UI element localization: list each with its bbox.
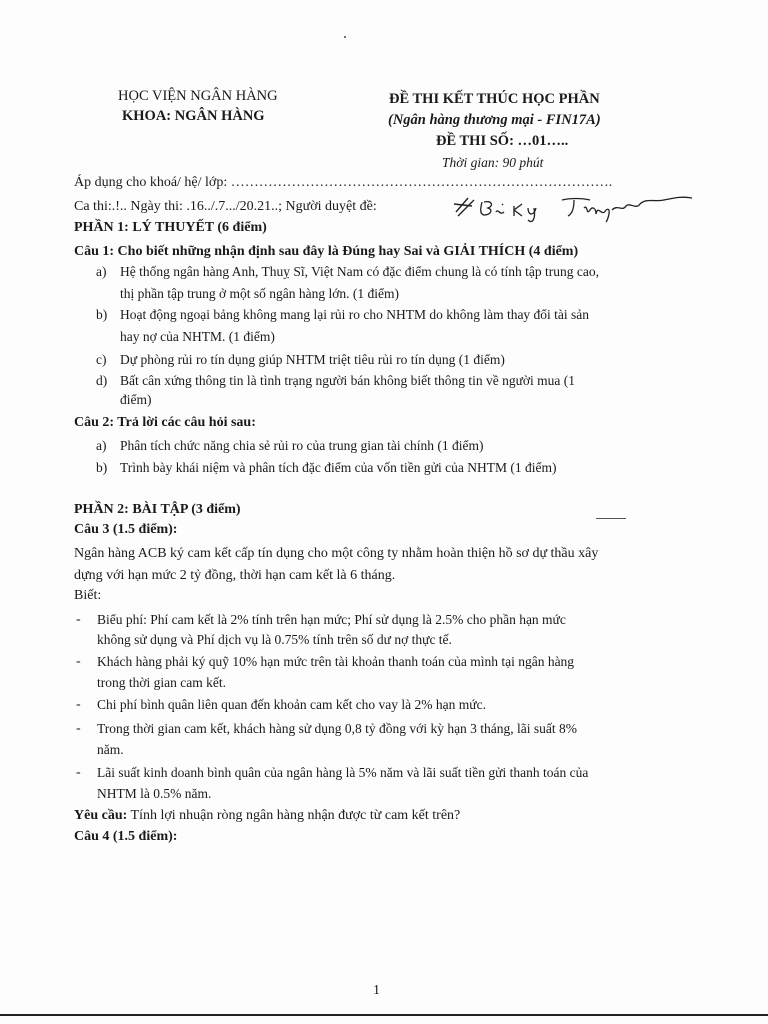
q1-item-b-line2: hay nợ của NHTM. (1 điểm) — [120, 329, 275, 344]
session-line: Ca thi:.!.. Ngày thi: .16../.7.../20.21..; Người duyệt đề: — [74, 199, 377, 214]
exam-number: ĐỀ THI SỐ: …01….. — [436, 133, 569, 149]
q1-item-a-line1: Hệ thống ngân hàng Anh, Thuỵ Sĩ, Việt Nam có đặc điểm chung là có tính tập trung cao, — [120, 264, 599, 279]
q3-bullet-3-line1: Chi phí bình quân liên quan đến khoản cam kết cho vay là 2% hạn mức. — [97, 697, 486, 712]
question3-title: Câu 3 (1.5 điểm): — [74, 522, 178, 537]
q1-item-d-label: d) — [96, 373, 108, 388]
exam-duration: Thời gian: 90 phút — [442, 155, 544, 170]
page-number: 1 — [373, 983, 380, 998]
q3-bullet-2-line1: Khách hàng phải ký quỹ 10% hạn mức trên tài khoản thanh toán của mình tại ngân hàng — [97, 654, 575, 669]
stray-mark — [596, 518, 626, 519]
q1-item-b-label: b) — [96, 307, 108, 322]
q3-bullet-5-line2: NHTM là 0.5% năm. — [97, 786, 212, 801]
exam-title: ĐỀ THI KẾT THÚC HỌC PHẦN — [389, 91, 600, 107]
q3-bullet-2-line2: trong thời gian cam kết. — [97, 675, 226, 690]
q3-intro-line1: Ngân hàng ACB ký cam kết cấp tín dụng cho một công ty nhằm hoàn thiện hồ sơ dự thầu xây — [74, 546, 599, 561]
part2-title: PHẦN 2: BÀI TẬP (3 điểm) — [74, 502, 241, 517]
bullet-dash: - — [76, 654, 81, 669]
q2-item-a-label: a) — [96, 438, 107, 453]
q3-request-label: Yêu cầu: — [74, 808, 128, 823]
institution-name: HỌC VIỆN NGÂN HÀNG — [118, 88, 278, 104]
q2-item-b-text: Trình bày khái niệm và phân tích đặc điểm của vốn tiền gửi của NHTM (1 điểm) — [120, 460, 557, 475]
page-bottom-edge — [0, 1014, 768, 1016]
question1-title: Câu 1: Cho biết những nhận định sau đây là Đúng hay Sai và GIẢI THÍCH (4 điểm) — [74, 244, 579, 259]
q1-item-d-line2: điểm) — [120, 392, 152, 407]
q1-item-c-line1: Dự phòng rủi ro tín dụng giúp NHTM triệt tiêu rủi ro tín dụng (1 điểm) — [120, 352, 505, 367]
q1-item-a-label: a) — [96, 264, 107, 279]
q3-request — [74, 808, 460, 824]
bullet-dash: - — [76, 697, 81, 712]
q2-item-b-label: b) — [96, 460, 108, 475]
q1-item-a-line2: thị phần tập trung ở một số ngân hàng lớn. (1 điểm) — [120, 286, 399, 301]
part1-title: PHẦN 1: LÝ THUYẾT (6 điểm) — [74, 220, 267, 235]
q3-request-text: Tính lợi nhuận ròng ngân hàng nhận được từ cam kết trên? — [130, 808, 461, 823]
question4-title: Câu 4 (1.5 điểm): — [74, 829, 178, 844]
scan-speck — [344, 36, 346, 38]
bullet-dash: - — [76, 721, 81, 736]
q3-bullet-4-line1: Trong thời gian cam kết, khách hàng sử dụng 0,8 tỷ đồng với kỳ hạn 3 tháng, lãi suất 8% — [97, 721, 578, 736]
bullet-dash: - — [76, 612, 81, 627]
q1-item-d-line1: Bất cân xứng thông tin là tình trạng người bán không biết thông tin về người mua (1 — [120, 373, 576, 388]
course-name: (Ngân hàng thương mại - FIN17A) — [388, 112, 601, 128]
q3-intro-line2: dựng với hạn mức 2 tỷ đồng, thời hạn cam kết là 6 tháng. — [74, 568, 396, 583]
q2-item-a-text: Phân tích chức năng chia sẻ rủi ro của trung gian tài chính (1 điểm) — [120, 438, 484, 453]
applies-to-line: Áp dụng cho khoá/ hệ/ lớp: ………………………………………………………………………. — [74, 175, 613, 190]
question2-title: Câu 2: Trả lời các câu hỏi sau: — [74, 415, 256, 430]
q3-bullet-1-line1: Biểu phí: Phí cam kết là 2% tính trên hạn mức; Phí sử dụng là 2.5% cho phần hạn mức — [97, 612, 566, 627]
q3-known-label: Biết: — [74, 588, 102, 603]
q3-bullet-4-line2: năm. — [97, 742, 124, 757]
approver-signature — [450, 190, 700, 226]
q3-bullet-5-line1: Lãi suất kinh doanh bình quân của ngân hàng là 5% năm và lãi suất tiền gửi thanh toán của — [97, 765, 589, 780]
q1-item-b-line1: Hoạt động ngoại bảng không mang lại rủi ro cho NHTM do không làm thay đổi tài sản — [120, 307, 590, 322]
bullet-dash: - — [76, 765, 81, 780]
faculty-name: KHOA: NGÂN HÀNG — [122, 108, 265, 124]
q1-item-c-label: c) — [96, 352, 107, 367]
q3-bullet-1-line2: không sử dụng và Phí dịch vụ là 0.75% tính trên số dư nợ thực tế. — [97, 632, 452, 647]
